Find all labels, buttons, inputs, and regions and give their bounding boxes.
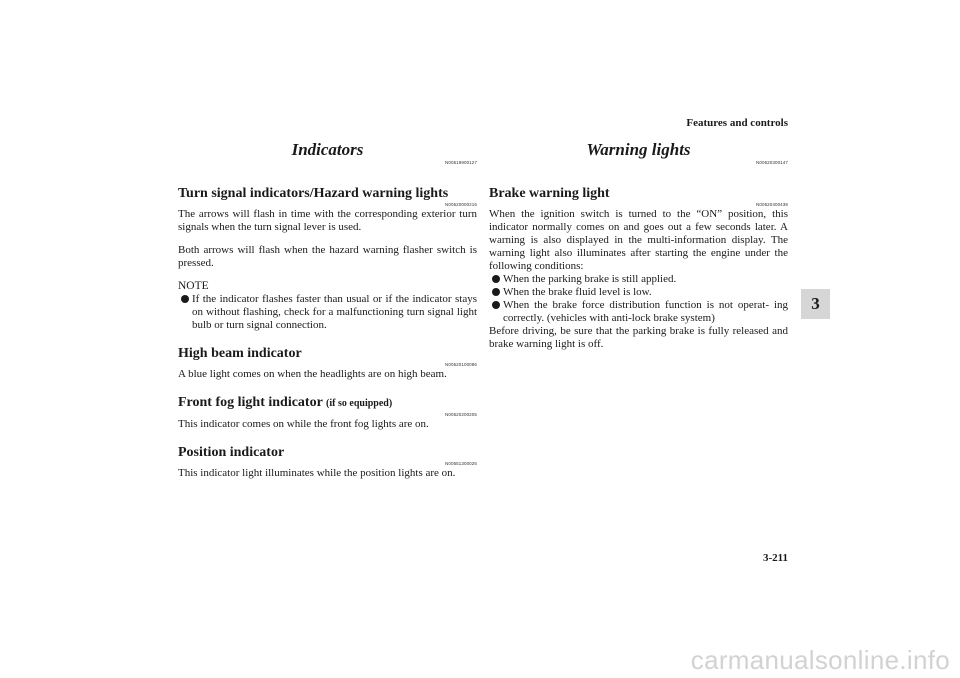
section-code: N00520400438 xyxy=(756,202,788,207)
watermark: carmanualsonline.info xyxy=(690,645,950,675)
section-code: N00520100086 xyxy=(445,362,477,367)
bullet-text: If the indicator flashes faster than usual or if the indicator stays on without flashing, check for a malfunctioning turn signal light bulb or turn signal connection. xyxy=(192,293,477,331)
page-title-indicators: Indicators xyxy=(291,140,364,159)
section-title-high-beam: High beam indicator xyxy=(178,346,302,361)
right-column xyxy=(489,140,788,351)
section-code: N00520000216 xyxy=(445,202,477,207)
bullet-dot-icon xyxy=(489,273,503,286)
paragraph: A blue light comes on when the headlights are on high beam. xyxy=(178,368,447,380)
section-title-turn-signal: Turn signal indicators/Hazard warning lights xyxy=(178,186,449,201)
section-title-brake-warning: Brake warning light xyxy=(489,186,610,201)
page-title-warning-lights: Warning lights xyxy=(586,140,691,159)
heading-text: Front fog light indicator xyxy=(178,395,323,410)
condition-bullet xyxy=(489,273,788,286)
title-code: N00519900127 xyxy=(445,160,477,165)
condition-bullet xyxy=(489,286,788,299)
note-label: NOTE xyxy=(178,280,209,292)
running-header: Features and controls xyxy=(686,117,788,129)
bullet-dot-icon xyxy=(489,286,503,299)
section-code: N00551300026 xyxy=(445,461,477,466)
section-title-front-fog xyxy=(178,395,477,412)
paragraph: Both arrows will flash when the hazard warning flasher switch is pressed. xyxy=(178,244,477,269)
heading-qualifier: (if so equipped) xyxy=(326,398,393,409)
note-bullet xyxy=(178,293,477,332)
paragraph: This indicator light illuminates while the position lights are on. xyxy=(178,467,456,479)
left-column xyxy=(178,140,477,480)
page-number: 3-211 xyxy=(762,552,788,564)
paragraph-outro: Before driving, be sure that the parking brake is fully released and brake warning light is off. xyxy=(489,325,788,350)
bullet-dot-icon xyxy=(178,293,192,332)
bullet-dot-icon xyxy=(489,299,503,325)
paragraph: This indicator comes on while the front fog lights are on. xyxy=(178,418,429,430)
title-code: N00520300147 xyxy=(756,160,788,165)
paragraph: The arrows will flash in time with the corresponding exterior turn signals when the turn signal lever is used. xyxy=(178,208,477,233)
bullet-text: When the brake fluid level is low. xyxy=(503,286,652,298)
section-title-position: Position indicator xyxy=(178,445,285,460)
bullet-text: When the parking brake is still applied. xyxy=(503,273,677,285)
bullet-text: When the brake force distribution function is not operat- ing correctly. (vehicles with anti-lock brake system) xyxy=(503,299,788,324)
section-code: N00520200205 xyxy=(445,412,477,417)
paragraph-intro: When the ignition switch is turned to the “ON” position, this indicator normally comes on and goes out a few seconds later. A warning is also displayed in the multi-information display. The warning light also illuminates after starting the engine under the following conditions: xyxy=(489,208,788,272)
condition-bullet xyxy=(489,299,788,325)
chapter-tab: 3 xyxy=(801,289,830,319)
